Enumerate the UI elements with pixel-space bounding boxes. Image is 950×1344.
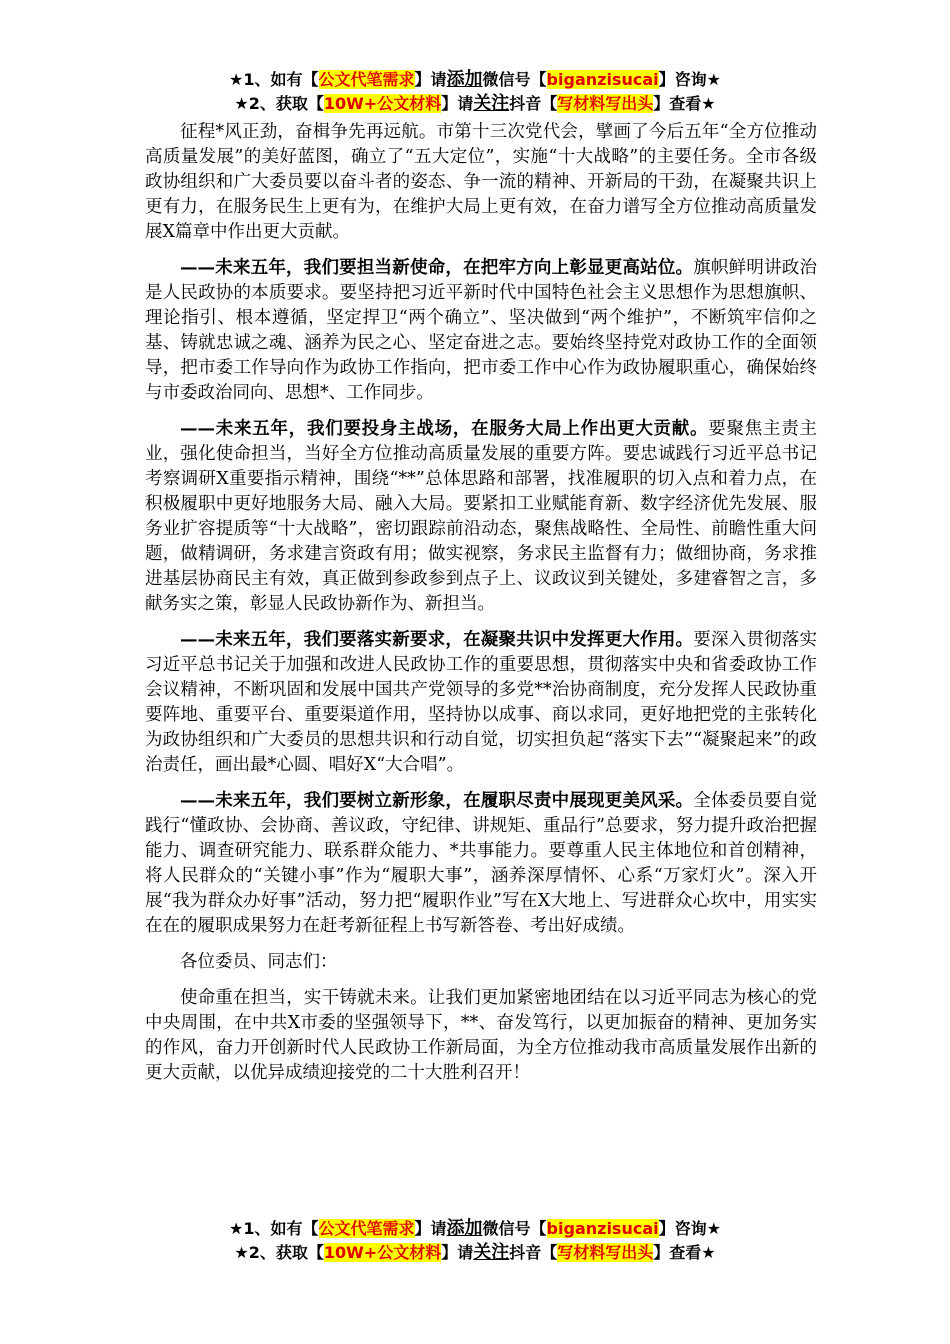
document-body bbox=[145, 120, 817, 1097]
paragraph bbox=[145, 789, 817, 939]
promo-text: 】请 bbox=[414, 1219, 447, 1238]
promo-footer bbox=[0, 1217, 950, 1265]
promo-text: ★1、如有【 bbox=[229, 70, 319, 89]
promo-highlight: 10W+公文材料 bbox=[323, 1243, 442, 1262]
promo-underlined: 添加 bbox=[446, 1218, 483, 1239]
promo-text: 】请 bbox=[441, 1243, 474, 1262]
promo-highlight: 写材料写出头 bbox=[557, 94, 654, 113]
paragraph-lead: ——未来五年，我们要担当新使命，在把牢方向上彰显更高站位。 bbox=[180, 258, 694, 278]
paragraph-text: 旗帜鲜明讲政治是人民政协的本质要求。要坚持把习近平新时代中国特色社会主义思想作为思想旗帜、理论指引、根本遵循，坚定捍卫“两个确立”、坚决做到“两个维护”，不断筑牢信仰之基、铸就忠诚之魂、涵养为民之心、坚定奋进之志。要始终坚持党对政协工作的全面领导，把市委工作导向作为政协工作指向，把市委工作中心作为政协履职重心，确保始终与市委政治同向、思想*、工作同步。 bbox=[145, 258, 818, 403]
promo-line-1 bbox=[0, 1217, 950, 1241]
promo-text: ★2、获取【 bbox=[234, 1243, 324, 1262]
promo-text: ★1、如有【 bbox=[229, 1219, 319, 1238]
promo-line-2 bbox=[0, 1241, 950, 1265]
promo-highlight: 公文代笔需求 bbox=[318, 1219, 415, 1238]
promo-underlined: 关注 bbox=[473, 93, 510, 114]
promo-underlined: 关注 bbox=[473, 1242, 510, 1263]
paragraph-text: 使命重在担当，实干铸就未来。让我们更加紧密地团结在以习近平同志为核心的党中央周围，在中共X市委的坚强领导下，**、奋发笃行，以更加振奋的精神、更加务实的作风，奋力开创新时代人民政协工作新局面，为全方位推动我市高质量发展作出新的更大贡献，以优异成绩迎接党的二十大胜利召开！ bbox=[145, 988, 817, 1083]
paragraph bbox=[145, 120, 817, 245]
paragraph-lead: ——未来五年，我们要投身主战场，在服务大局上作出更大贡献。 bbox=[180, 419, 709, 439]
promo-text: 】查看★ bbox=[653, 94, 716, 113]
paragraph-lead: ——未来五年，我们要落实新要求，在凝聚共识中发挥更大作用。 bbox=[180, 630, 694, 650]
paragraph-text: 全体委员要自觉践行“懂政协、会协商、善议政，守纪律、讲规矩、重品行”总要求，努力提升政治把握能力、调查研究能力、联系群众能力、*共事能力。要尊重人民主体地位和首创精神，将人民群众的“关键小事”作为“履职大事”，涵养深厚情怀、心系“万家灯火”。深入开展“我为群众办好事”活动，努力把“履职作业”写在X大地上、写进群众心坎中，用实实在在的履职成果努力在赶考新征程上书写新答卷、考出好成绩。 bbox=[145, 791, 818, 936]
promo-text: 】请 bbox=[414, 70, 447, 89]
promo-text: 】咨询★ bbox=[658, 70, 721, 89]
promo-highlight: 公文代笔需求 bbox=[318, 70, 415, 89]
paragraph bbox=[145, 950, 817, 975]
paragraph bbox=[145, 628, 817, 778]
promo-highlight: 写材料写出头 bbox=[557, 1243, 654, 1262]
promo-text: 抖音【 bbox=[509, 94, 558, 113]
paragraph-text: 要聚焦主责主业，强化使命担当，当好全方位推动高质量发展的重要方阵。要忠诚践行习近平总书记考察调研X重要指示精神，围绕“**”总体思路和部署，找准履职的切入点和着力点，在积极履职中更好地服务大局、融入大局。要紧扣工业赋能育新、数字经济优先发展、服务业扩容提质等“十大战略”，密切跟踪前沿动态，聚焦战略性、全局性、前瞻性重大问题，做精调研，务求建言资政有用；做实视察，务求民主监督有力；做细协商，务求推进基层协商民主有效，真正做到参政参到点子上、议政议到关键处，多建睿智之言，多献务实之策，彰显人民政协新作为、新担当。 bbox=[145, 419, 818, 614]
paragraph-lead: ——未来五年，我们要树立新形象，在履职尽责中展现更美风采。 bbox=[180, 791, 694, 811]
promo-line-1 bbox=[0, 68, 950, 92]
paragraph-text: 要深入贯彻落实习近平总书记关于加强和改进人民政协工作的重要思想，贯彻落实中央和省委政协工作会议精神，不断巩固和发展中国共产党领导的多党**治协商制度，充分发挥人民政协重要阵地、重要平台、重要渠道作用，坚持协以成事、商以求同，更好地把党的主张转化为政协组织和广大委员的思想共识和行动自觉，切实担负起“落实下去”“凝聚起来”的政治责任，画出最*心圆、唱好X“大合唱”。 bbox=[145, 630, 818, 775]
promo-text: 】请 bbox=[441, 94, 474, 113]
promo-underlined: 添加 bbox=[446, 69, 483, 90]
paragraph bbox=[145, 256, 817, 406]
promo-highlight: biganzisucai bbox=[546, 1219, 659, 1238]
promo-text: 】查看★ bbox=[653, 1243, 716, 1262]
promo-text: 抖音【 bbox=[509, 1243, 558, 1262]
paragraph-text: 各位委员、同志们： bbox=[180, 952, 338, 972]
promo-text: 微信号【 bbox=[482, 70, 547, 89]
promo-header bbox=[0, 68, 950, 116]
paragraph bbox=[145, 417, 817, 617]
promo-text: 微信号【 bbox=[482, 1219, 547, 1238]
paragraph-text: 征程*风正劲，奋楫争先再远航。市第十三次党代会，擘画了今后五年“全方位推动高质量发展”的美好蓝图，确立了“五大定位”，实施“十大战略”的主要任务。全市各级政协组织和广大委员要以奋斗者的姿态、争一流的精神、开新局的干劲，在凝聚共识上更有力，在服务民生上更有为，在维护大局上更有效，在奋力谱写全方位推动高质量发展X篇章中作出更大贡献。 bbox=[145, 122, 817, 242]
promo-text: ★2、获取【 bbox=[234, 94, 324, 113]
promo-line-2 bbox=[0, 92, 950, 116]
promo-highlight: 10W+公文材料 bbox=[323, 94, 442, 113]
promo-highlight: biganzisucai bbox=[546, 70, 659, 89]
paragraph bbox=[145, 986, 817, 1086]
promo-text: 】咨询★ bbox=[658, 1219, 721, 1238]
